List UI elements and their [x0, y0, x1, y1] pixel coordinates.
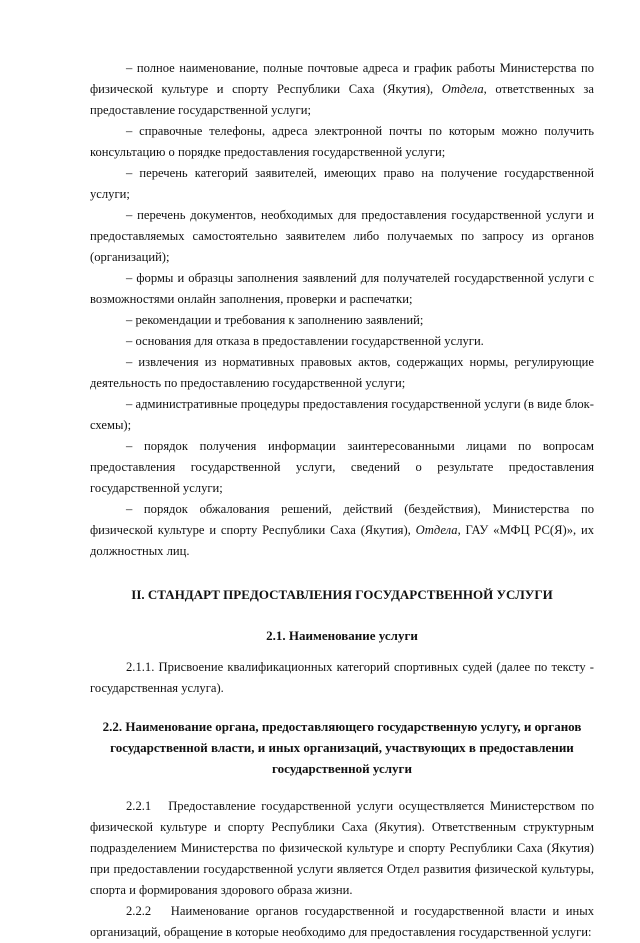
list-item-8: – извлечения из нормативных правовых актов, содержащих нормы, регулирующие деятельность по предоставлению государственной услуги; — [90, 355, 594, 390]
list-item-2: – справочные телефоны, адреса электронной почты по которым можно получить консультацию о порядке предоставления государственной услуги; — [90, 124, 594, 159]
subsection-title-2-1: 2.1. Наименование услуги — [266, 628, 418, 643]
paragraph-2-1-1: 2.1.1. Присвоение квалификационных категорий спортивных судей (далее по тексту - государственная услуга). — [90, 660, 594, 695]
list-item-7: – основания для отказа в предоставлении государственной услуги. — [126, 334, 484, 348]
subsection-title-2-2: 2.2. Наименование органа, предоставляющего государственную услугу, и органов государственной власти, и иных организаций, участвующих в предоставлении государственной услуги — [102, 719, 582, 776]
document-page — [90, 58, 598, 943]
emphasis-otdel: Отдела — [441, 82, 484, 96]
emphasis-otdel: Отдела — [415, 523, 458, 537]
list-item-5: – формы и образцы заполнения заявлений для получателей государственной услуги с возможностями онлайн заполнения, проверки и распечатки; — [90, 271, 594, 306]
paragraph-2-2-1: 2.2.1 Предоставление государственной услуги осуществляется Министерством по физической культуре и спорту Республики Саха (Якутия). Ответственным структурным подразделением Министерства по физической культуре и спорту Республики Саха (Якутия) при предоставлении государственной услуги является Отдел развития физической культуры, спорта и формирования здорового образа жизни. — [90, 799, 598, 897]
list-item-9: – административные процедуры предоставления государственной услуги (в виде блок-схемы); — [90, 397, 594, 432]
list-item-3: – перечень категорий заявителей, имеющих право на получение государственной услуги; — [90, 166, 594, 201]
list-item-11: – порядок обжалования решений, действий (бездействия), Министерства по физической культуре и спорту Республики Саха (Якутия), Отдела, ГАУ «МФЦ РС(Я)», их должностных лиц. — [90, 502, 594, 558]
list-item-4: – перечень документов, необходимых для предоставления государственной услуги и предоставляемых самостоятельно заявителем либо получаемых по запросу из органов (организаций); — [90, 208, 594, 264]
list-item-1: – полное наименование, полные почтовые адреса и график работы Министерства по физической культуре и спорту Республики Саха (Якутия), Отдела, ответственных за предоставление государственной услуги; — [90, 61, 594, 117]
list-item-10: – порядок получения информации заинтересованными лицами по вопросам предоставления государственной услуги, сведений о результате предоставления государственной услуги; — [90, 439, 594, 495]
section-title: II. СТАНДАРТ ПРЕДОСТАВЛЕНИЯ ГОСУДАРСТВЕННОЙ УСЛУГИ — [131, 587, 553, 602]
list-item-6: – рекомендации и требования к заполнению заявлений; — [126, 313, 424, 327]
paragraph-2-2-2: 2.2.2 Наименование органов государственной и государственной власти и иных организаций, обращение в которые необходимо для предоставления государственной услуги: — [90, 904, 598, 939]
